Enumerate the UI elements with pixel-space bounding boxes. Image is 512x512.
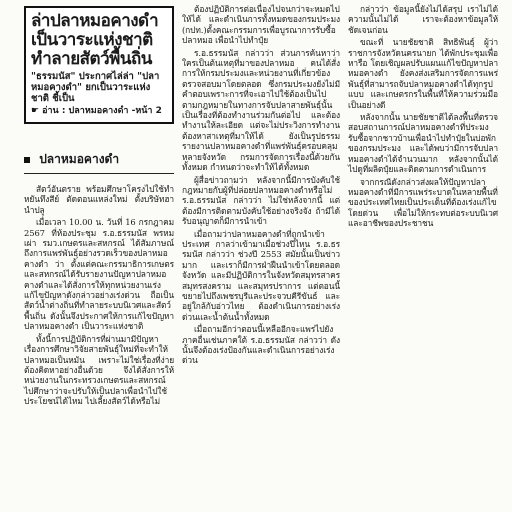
paragraph: เมื่อเวลา 10.00 น. วันที่ 16 กรกฎาคม 2567 ที่ห้องประชุม ร.อ.ธรรมนัส พรหมเผ่า รมว.เกษตรและสหกรณ์ ได้สัมภาษณ์ถึงการแพร่พันธุ์อย่างรวดเร็วของปลาหมอคางดำ ว่า ตั้งแต่คณะกรรมาธิการเกษตรและสหกรณ์ได้รับรายงานปัญหาปลาหมอคางดำและได้สั่งการให้ทุกหน่วยงานเร่งแก้ไขปัญหาดังกล่าวอย่างเร่งด่วน ถือเป็นสัตว์น้ำต่างถิ่นที่ทำลายระบบนิเวศและสัตว์พื้นถิ่น ดังนั้นจึงประกาศให้การแก้ไขปัญหาปลาหมอคางดำ เป็นวาระแห่งชาติ [24, 217, 174, 332]
paragraph: หลังจากนั้น นายชัยชาติได้ลงพื้นที่ตรวจสอบสถานการณ์ปลาหมอคางดำที่ประมงรับซื้อจากชาวบ้านเพื่อนำไปทำปุ๋ยในบ่อพักของกรมประมง และได้พบว่ามีการจับปลาหมอคางดำได้จำนวนมาก หลังจากนั้นได้ไปดูที่ผลิตปุ๋ยและติดตามการดำเนินการ [348, 112, 498, 175]
paragraph: ร.อ.ธรรมนัส กล่าวว่า ส่วนการค้นหาว่าใครเป็นต้นเหตุที่มาของปลาหมอ คนได้สั่งการให้กรมประมงและหน่วยงานที่เกี่ยวข้องตรวจสอบมาโดยตลอด ซึ่งกรมประมงยังไม่มีคำตอบเพราะการที่จะเอาไปใช้ต้องเป็นไปตามกฎหมายในทางการจับปลาสายพันธุ์นั้นเป็นเรื่องที่ต้องทำงานร่วมกันต่อไป และต้องทำงานให้ละเอียด แต่จะไม่ประวิงการทำงาน ต้องหาสาเหตุที่มาให้ได้ ยังเป็นรูปธรรมรายงานปลาหมอคางดำที่แพร่พันธุ์ครอบคลุมหลายจังหวัด กรมการจัดการเรื่องนี้ด้วยกันทั้งหมด กำหนดว่าจะทำให้ได้ทั้งหมด [182, 47, 340, 173]
paragraph: เมื่อถามว่าปลาหมอคางดำที่ถูกนำเข้าประเทศ กาลว่าเข้ามาเมื่อช่วงปีไหน ร.อ.ธรรมนัส กล่าวว่า ช่วงปี 2553 สมัยนั้นเป็นข่าวมาก และเราก็มีการฝ่าฝืนนำเข้าโดยตลอดจังหวัด และมีปฏิบัติการในจังหวัดสมุทรสาคร สมุทรสงคราม และสมุทรปราการ แต่ตอนนี้ขยายไปถึงเพชรบุรีและประจวบคีรีขันธ์ และอยู่ใกล้กับอ่าวไทย ต้องดำเนินการอย่างเร่งด่วนและน้ำต้นน้ำทั้งหมด [182, 228, 340, 322]
headline-box [24, 6, 174, 124]
left-column [24, 6, 174, 407]
paragraph: เมื่อถามอีกว่าตอนนี้เหลืออีกจะแพร่ไปยังภาคอื่นเช่นภาคใต้ ร.อ.ธรรมนัส กล่าวว่า ดังนั้นจึงต้องเร่งป้องกันและดำเนินการอย่างเร่งด่วน [182, 324, 340, 366]
headline-quote: "ธรรมนัส" ประกาศไล่ล่า "ปลาหมอคางดำ" ยกเป็นวาระแห่งชาติ ชี้เป็น [31, 71, 160, 104]
section-title-text: ปลาหมอคางดำ [39, 152, 120, 166]
paragraph: ทั้งนี้การปฏิบัติการที่ผ่านมามีปัญหาเรื่องการศึกษาวิจัยสายพันธุ์ใหม่ที่จะทำให้ปลาหมอเป็นหมัน เพราะไม่ใช่เรื่องที่ง่ายต้องคิดหาอย่างอื่นด้วย จึงได้สั่งการให้หน่วยงานในกระทรวงเกษตรและสหกรณ์ไปศึกษาว่าจะปรับให้เป็นปลาเพื่อนำไปใช้ประโยชน์ได้ไหม ไปเลี้ยงสัตว์ได้หรือไม่ [24, 333, 174, 407]
paragraph: ผู้สื่อข่าวถามว่า หลังจากนี้มีการบังคับใช้กฎหมายกับผู้ที่ปล่อยปลาหมอคางดำหรือไม่ ร.อ.ธรรมนัส กล่าวว่า ไม่ใช่หลังจากนี้ แต่ต้องมีการติดตามบังคับใช้อย่างจริงจัง ถ้ามีได้รับอนุญาตก็มีการนำเข้า [182, 174, 340, 227]
paragraph: จากกรณีดังกล่าวส่งผลให้ปัญหาปลาหมอคางดำที่มีการแพร่ระบาดในหลายพื้นที่ของประเทศไทยเป็นประเด็นที่ต้องเร่งแก้ไขโดยด่วน เพื่อไม่ให้กระทบต่อระบบนิเวศและอาชีพของประชาชน [348, 176, 498, 229]
paragraph: ต้องปฏิบัติการต่อเนื่องไปจนกว่าจะหมดไปให้ได้ และดำเนินการทั้งหมดของกรมประมง (กปท.)ตั้งคณะกรรมการเพื่อบูรณาการรับซื้อปลาหมอ เพื่อนำไปทำปุ๋ย [182, 4, 340, 46]
left-body [24, 184, 174, 407]
paragraph: กล่าวว่า ข้อมูลนี้ยังไม่ได้สรุป เราไม่ได้ความนั้นไม่ได้ เราจะต้องหาข้อมูลให้ชัดเจนก่อน [348, 4, 498, 35]
headline-ref-text: อ่าน : ปลาหมอคางดำ -หน้า 2 [42, 106, 162, 116]
headline-ref [31, 106, 167, 116]
paragraph: สัตว์อันตราย พร้อมศึกษาโครงไปใช้ทำหยันทึงสีย์ ตัดตอนแหล่งใหม่ ตั้งบริษัทฮานำปลู [24, 184, 174, 215]
pointing-hand-icon: ☛ [31, 106, 40, 116]
section-title [24, 150, 174, 174]
paragraph: ขณะที่ นายชัยชาติ สิทธิพันธุ์ ผู้ว่าราชการจังหวัดนครนายก ได้พักประชุมเพื่อหารือ โดยเชิญผลปรับแผนแก้ไขปัญหาปลาหมอคางดำ ยังคงส่งเสริมการจัดการแพร่พันธุ์ที่สามารถจับปลาหมอคางดำได้ทุกรูปแบบ และเกษตรกรในพื้นที่ให้ความร่วมมือเป็นอย่างดี [348, 37, 498, 110]
right-column [348, 4, 498, 229]
square-bullet-icon [24, 157, 30, 163]
headline-title: ล่าปลาหมอคางดำ เป็นวาระแห่งชาติ ทำลายสัตว์พื้นถิ่น [31, 11, 159, 69]
middle-column [182, 4, 340, 366]
